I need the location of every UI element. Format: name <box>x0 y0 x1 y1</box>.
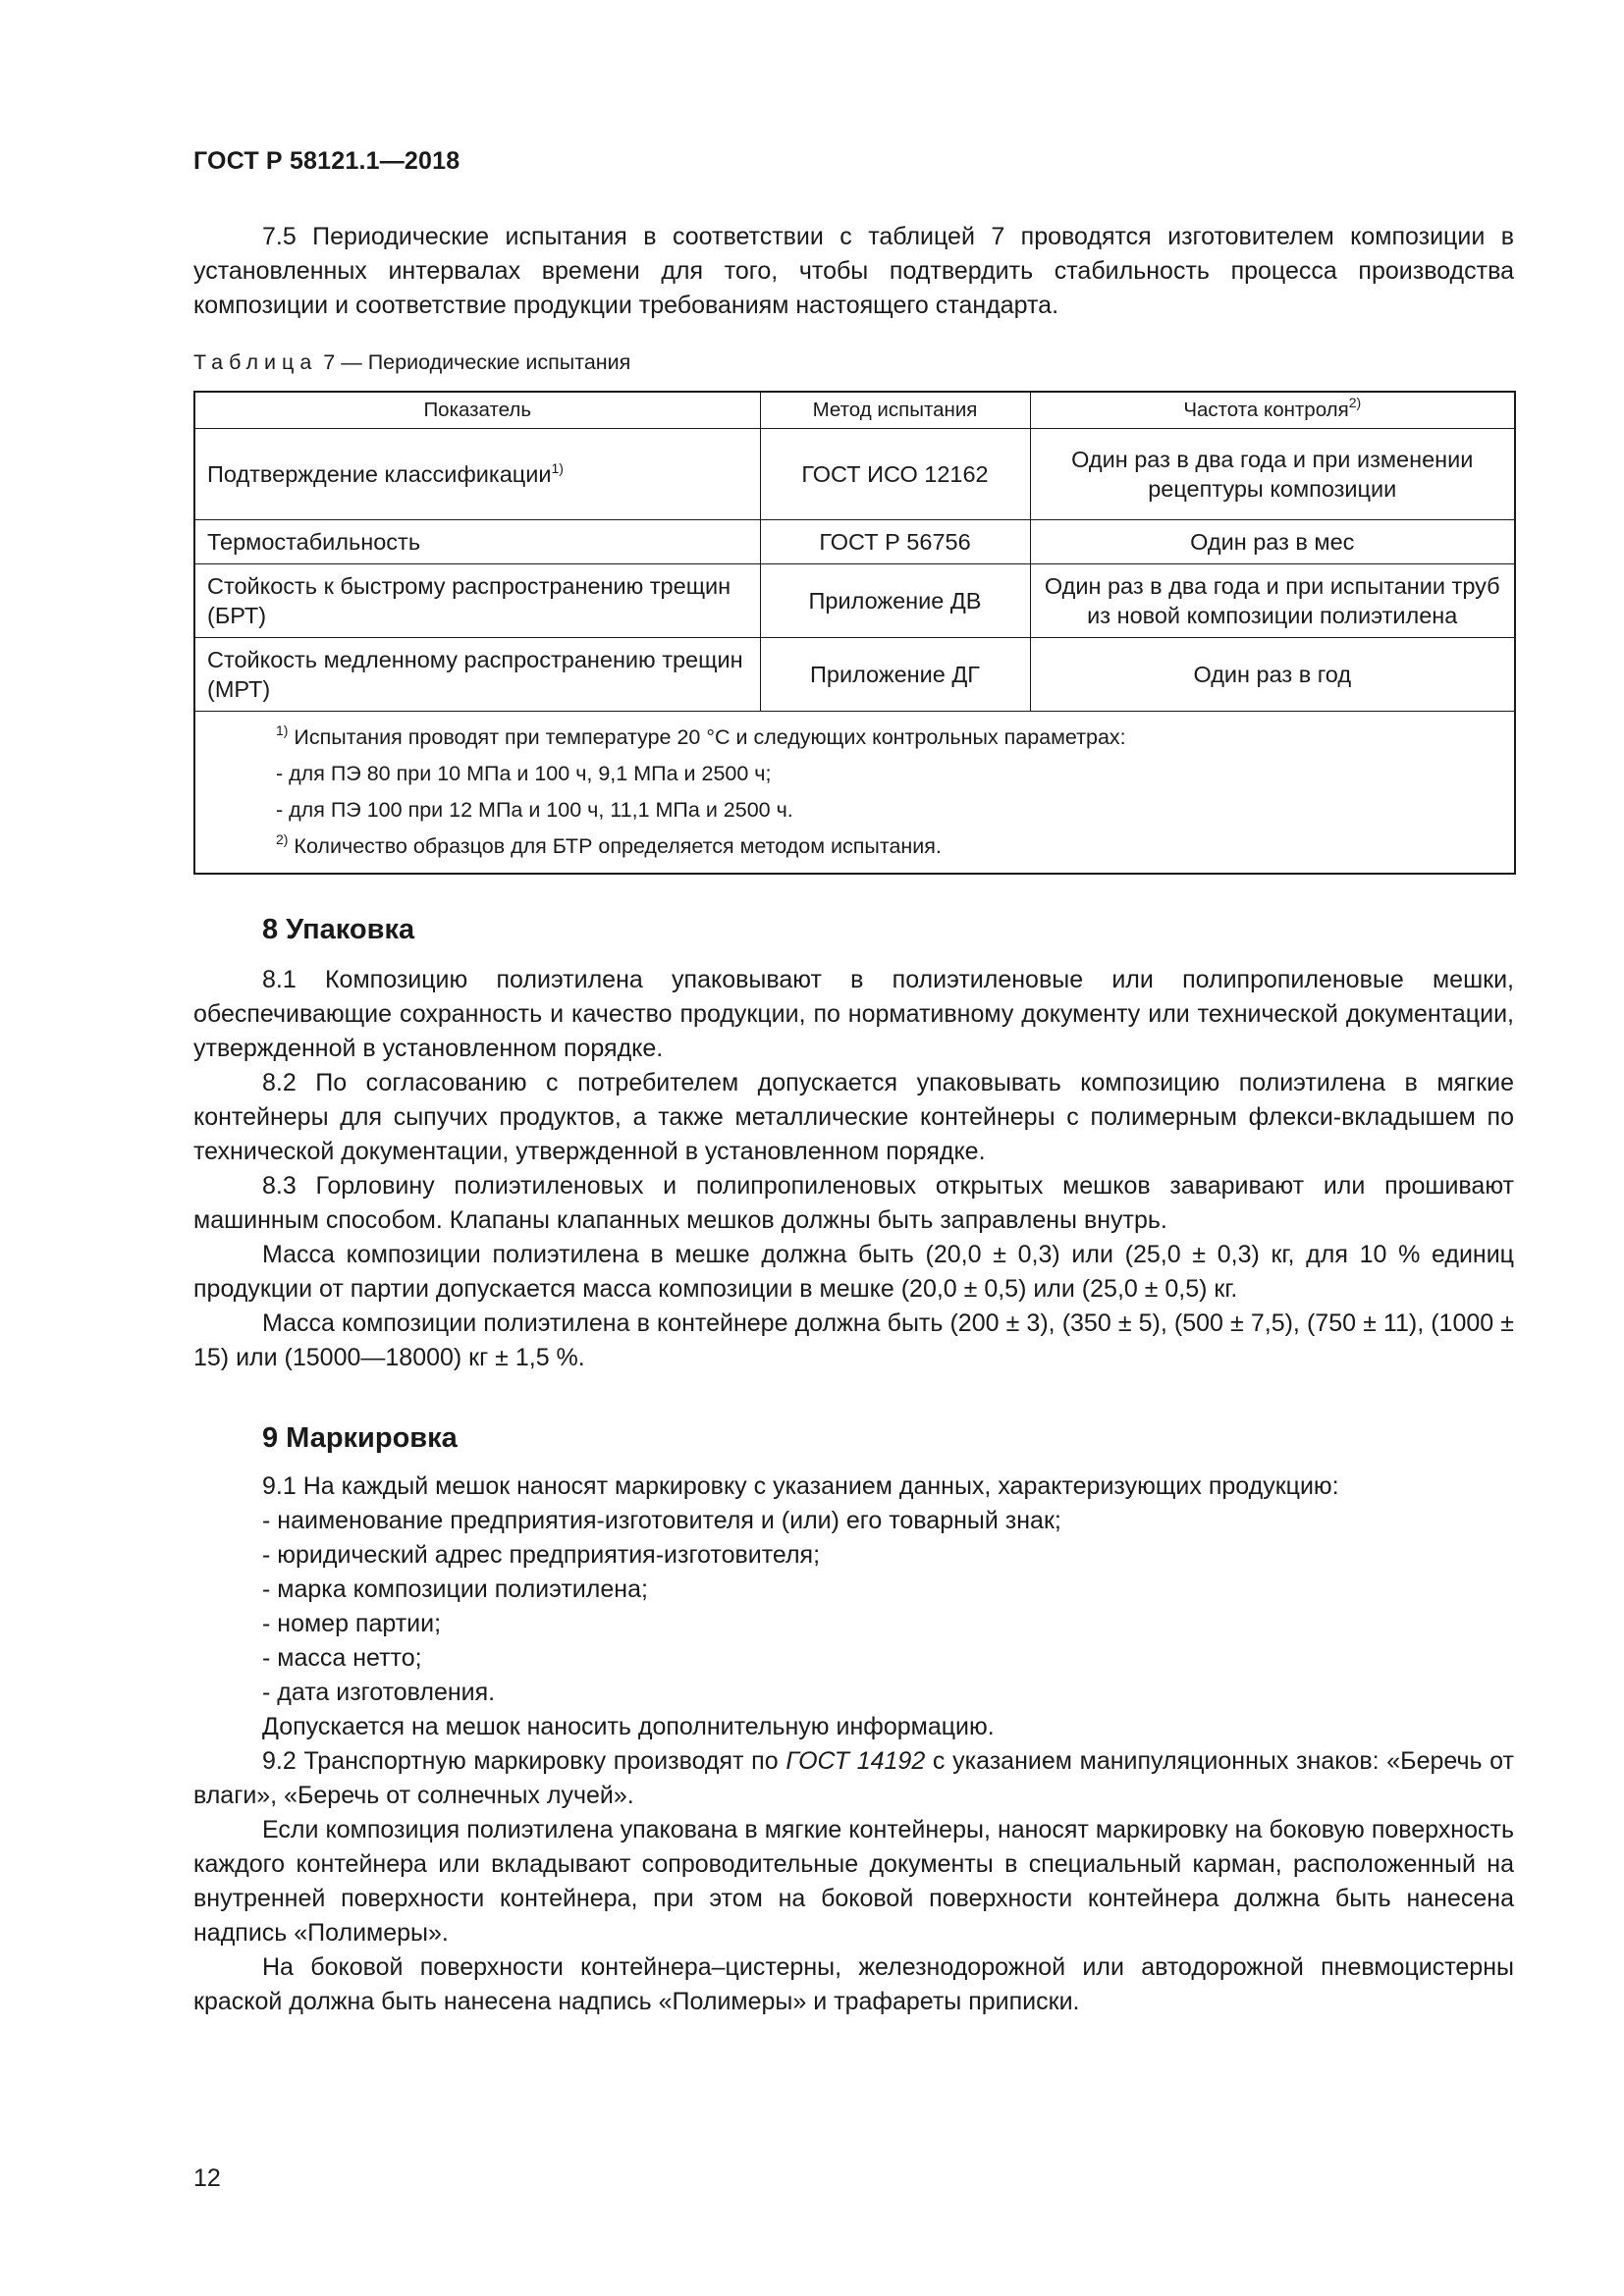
table-caption-label: Таблица <box>193 350 318 374</box>
table-header-row <box>194 392 1515 429</box>
table-notes-row <box>194 712 1515 875</box>
note-1-marker: 1) <box>276 722 289 738</box>
paragraph-8-1: 8.1 Композицию полиэтилена упаковывают в полиэтиленовые или полипропиленовые мешки, обеспечивающие сохранность и качество продукции, по нормативному документу или технической документации, утвержденной в установленном порядке. <box>193 966 1514 1062</box>
cell-method: ГОСТ ИСО 12162 <box>760 429 1030 520</box>
document-code: ГОСТ Р 58121.1—2018 <box>193 147 460 175</box>
cell-method: Приложение ДВ <box>760 564 1030 638</box>
cell-indicator-text: Подтверждение классификации <box>207 461 552 487</box>
paragraph-tank-containers: На боковой поверхности контейнера–цистерны, железнодорожной или автодорожной пневмоцистерны краской должна быть нанесена надпись «Полимеры» и трафареты приписки. <box>193 1953 1514 2015</box>
note-2-marker: 2) <box>276 831 289 847</box>
table-row <box>194 520 1515 564</box>
cell-frequency: Один раз в два года и при изменении рецептуры композиции <box>1030 429 1515 520</box>
cell-frequency: Один раз в год <box>1030 638 1515 712</box>
list-item: - марка композиции полиэтилена; <box>262 1573 1514 1607</box>
note-1 <box>276 720 1502 756</box>
paragraph-8-2: 8.2 По согласованию с потребителем допускается упаковывать композицию полиэтилена в мягкие контейнеры для сыпучих продуктов, а также металлические контейнеры с полимерным флекси-вкладышем по технической документации, утвержденной в установленном порядке. <box>193 1069 1514 1165</box>
page-number: 12 <box>193 2164 221 2192</box>
table-notes <box>194 712 1515 875</box>
table-row <box>194 638 1515 712</box>
note-2-text: Количество образцов для БТР определяется методом испытания. <box>288 834 942 858</box>
list-item: - юридический адрес предприятия-изготовителя; <box>262 1538 1514 1573</box>
note-1-text: Испытания проводят при температуре 20 °С и следующих контрольных параметрах: <box>288 725 1126 749</box>
list-item: - наименование предприятия-изготовителя и (или) его товарный знак; <box>262 1504 1514 1538</box>
paragraph-additional-info: Допускается на мешок наносить дополнительную информацию. <box>262 1713 995 1740</box>
note-1-item: - для ПЭ 100 при 12 МПа и 100 ч, 11,1 МПа и 2500 ч. <box>276 798 793 822</box>
column-header-method: Метод испытания <box>760 392 1030 429</box>
list-item: - номер партии; <box>262 1607 1514 1641</box>
list-item: - масса нетто; <box>262 1641 1514 1676</box>
footnote-ref-2: 2) <box>1348 395 1362 410</box>
cell-frequency: Один раз в мес <box>1030 520 1515 564</box>
page-content <box>193 220 1514 2019</box>
paragraph-soft-containers: Если композиция полиэтилена упакована в мягкие контейнеры, наносят маркировку на боковую поверхность каждого контейнера или вкладывают сопроводительные документы в специальный карман, расположенный на внутренней поверхности контейнера, при этом на боковой поверхности контейнера должна быть нанесена надпись «Полимеры». <box>193 1816 1514 1947</box>
column-header-frequency-label: Частота контроля <box>1183 399 1349 421</box>
table-row <box>194 564 1515 638</box>
note-1-item: - для ПЭ 80 при 10 МПа и 100 ч, 9,1 МПа и 2500 ч; <box>276 762 772 785</box>
periodic-tests-table <box>193 391 1516 875</box>
list-item: - дата изготовления. <box>262 1676 1514 1710</box>
table-caption <box>193 350 1514 375</box>
cell-indicator <box>194 429 760 520</box>
paragraph-9-1: 9.1 На каждый мешок наносят маркировку с указанием данных, характеризующих продукцию: <box>262 1472 1339 1500</box>
paragraph-9-2-end: с указанием манипуляционных знаков: «Беречь от влаги», «Беречь от солнечных лучей». <box>193 1747 1514 1809</box>
cell-indicator: Стойкость к быстрому распространению трещин (БРТ) <box>194 564 760 638</box>
cell-indicator: Термостабильность <box>194 520 760 564</box>
paragraph-bag-mass: Масса композиции полиэтилена в мешке должна быть (20,0 ± 0,3) или (25,0 ± 0,3) кг, для 10 % единиц продукции от партии допускается масса композиции в мешке (20,0 ± 0,5) или (25,0 ± 0,5) кг. <box>193 1241 1514 1303</box>
paragraph-9-2-start: 9.2 Транспортную маркировку производят по <box>262 1747 786 1775</box>
cell-method: Приложение ДГ <box>760 638 1030 712</box>
table-row <box>194 429 1515 520</box>
cell-method: ГОСТ Р 56756 <box>760 520 1030 564</box>
section-9-title: 9 Маркировка <box>262 1422 458 1454</box>
paragraph-8-3: 8.3 Горловину полиэтиленовых и полипропиленовых открытых мешков заваривают или прошивают машинным способом. Клапаны клапанных мешков должны быть заправлены внутрь. <box>193 1172 1514 1234</box>
standard-reference: ГОСТ 14192 <box>785 1747 926 1775</box>
note-2 <box>276 828 1502 865</box>
column-header-frequency <box>1030 392 1515 429</box>
paragraph-container-mass: Масса композиции полиэтилена в контейнере должна быть (200 ± 3), (350 ± 5), (500 ± 7,5), (750 ± 11), (1000 ± 15) или (15000—18000) кг ± 1,5 %. <box>193 1309 1514 1371</box>
table-caption-text: 7 — Периодические испытания <box>323 350 631 374</box>
paragraph-9-2 <box>193 1744 1514 1813</box>
marking-list <box>193 1504 1514 1710</box>
section-8-title: 8 Упаковка <box>262 914 415 945</box>
cell-frequency: Один раз в два года и при испытании труб из новой композиции полиэтилена <box>1030 564 1515 638</box>
paragraph-7-5: 7.5 Периодические испытания в соответствии с таблицей 7 проводятся изготовителем композиции в установленных интервалах времени для того, чтобы подтвердить стабильность процесса производства композиции и соответствие продукции требованиям настоящего стандарта. <box>193 223 1514 319</box>
footnote-ref-1: 1) <box>551 460 564 476</box>
column-header-indicator: Показатель <box>194 392 760 429</box>
cell-indicator: Стойкость медленному распространению трещин (МРТ) <box>194 638 760 712</box>
